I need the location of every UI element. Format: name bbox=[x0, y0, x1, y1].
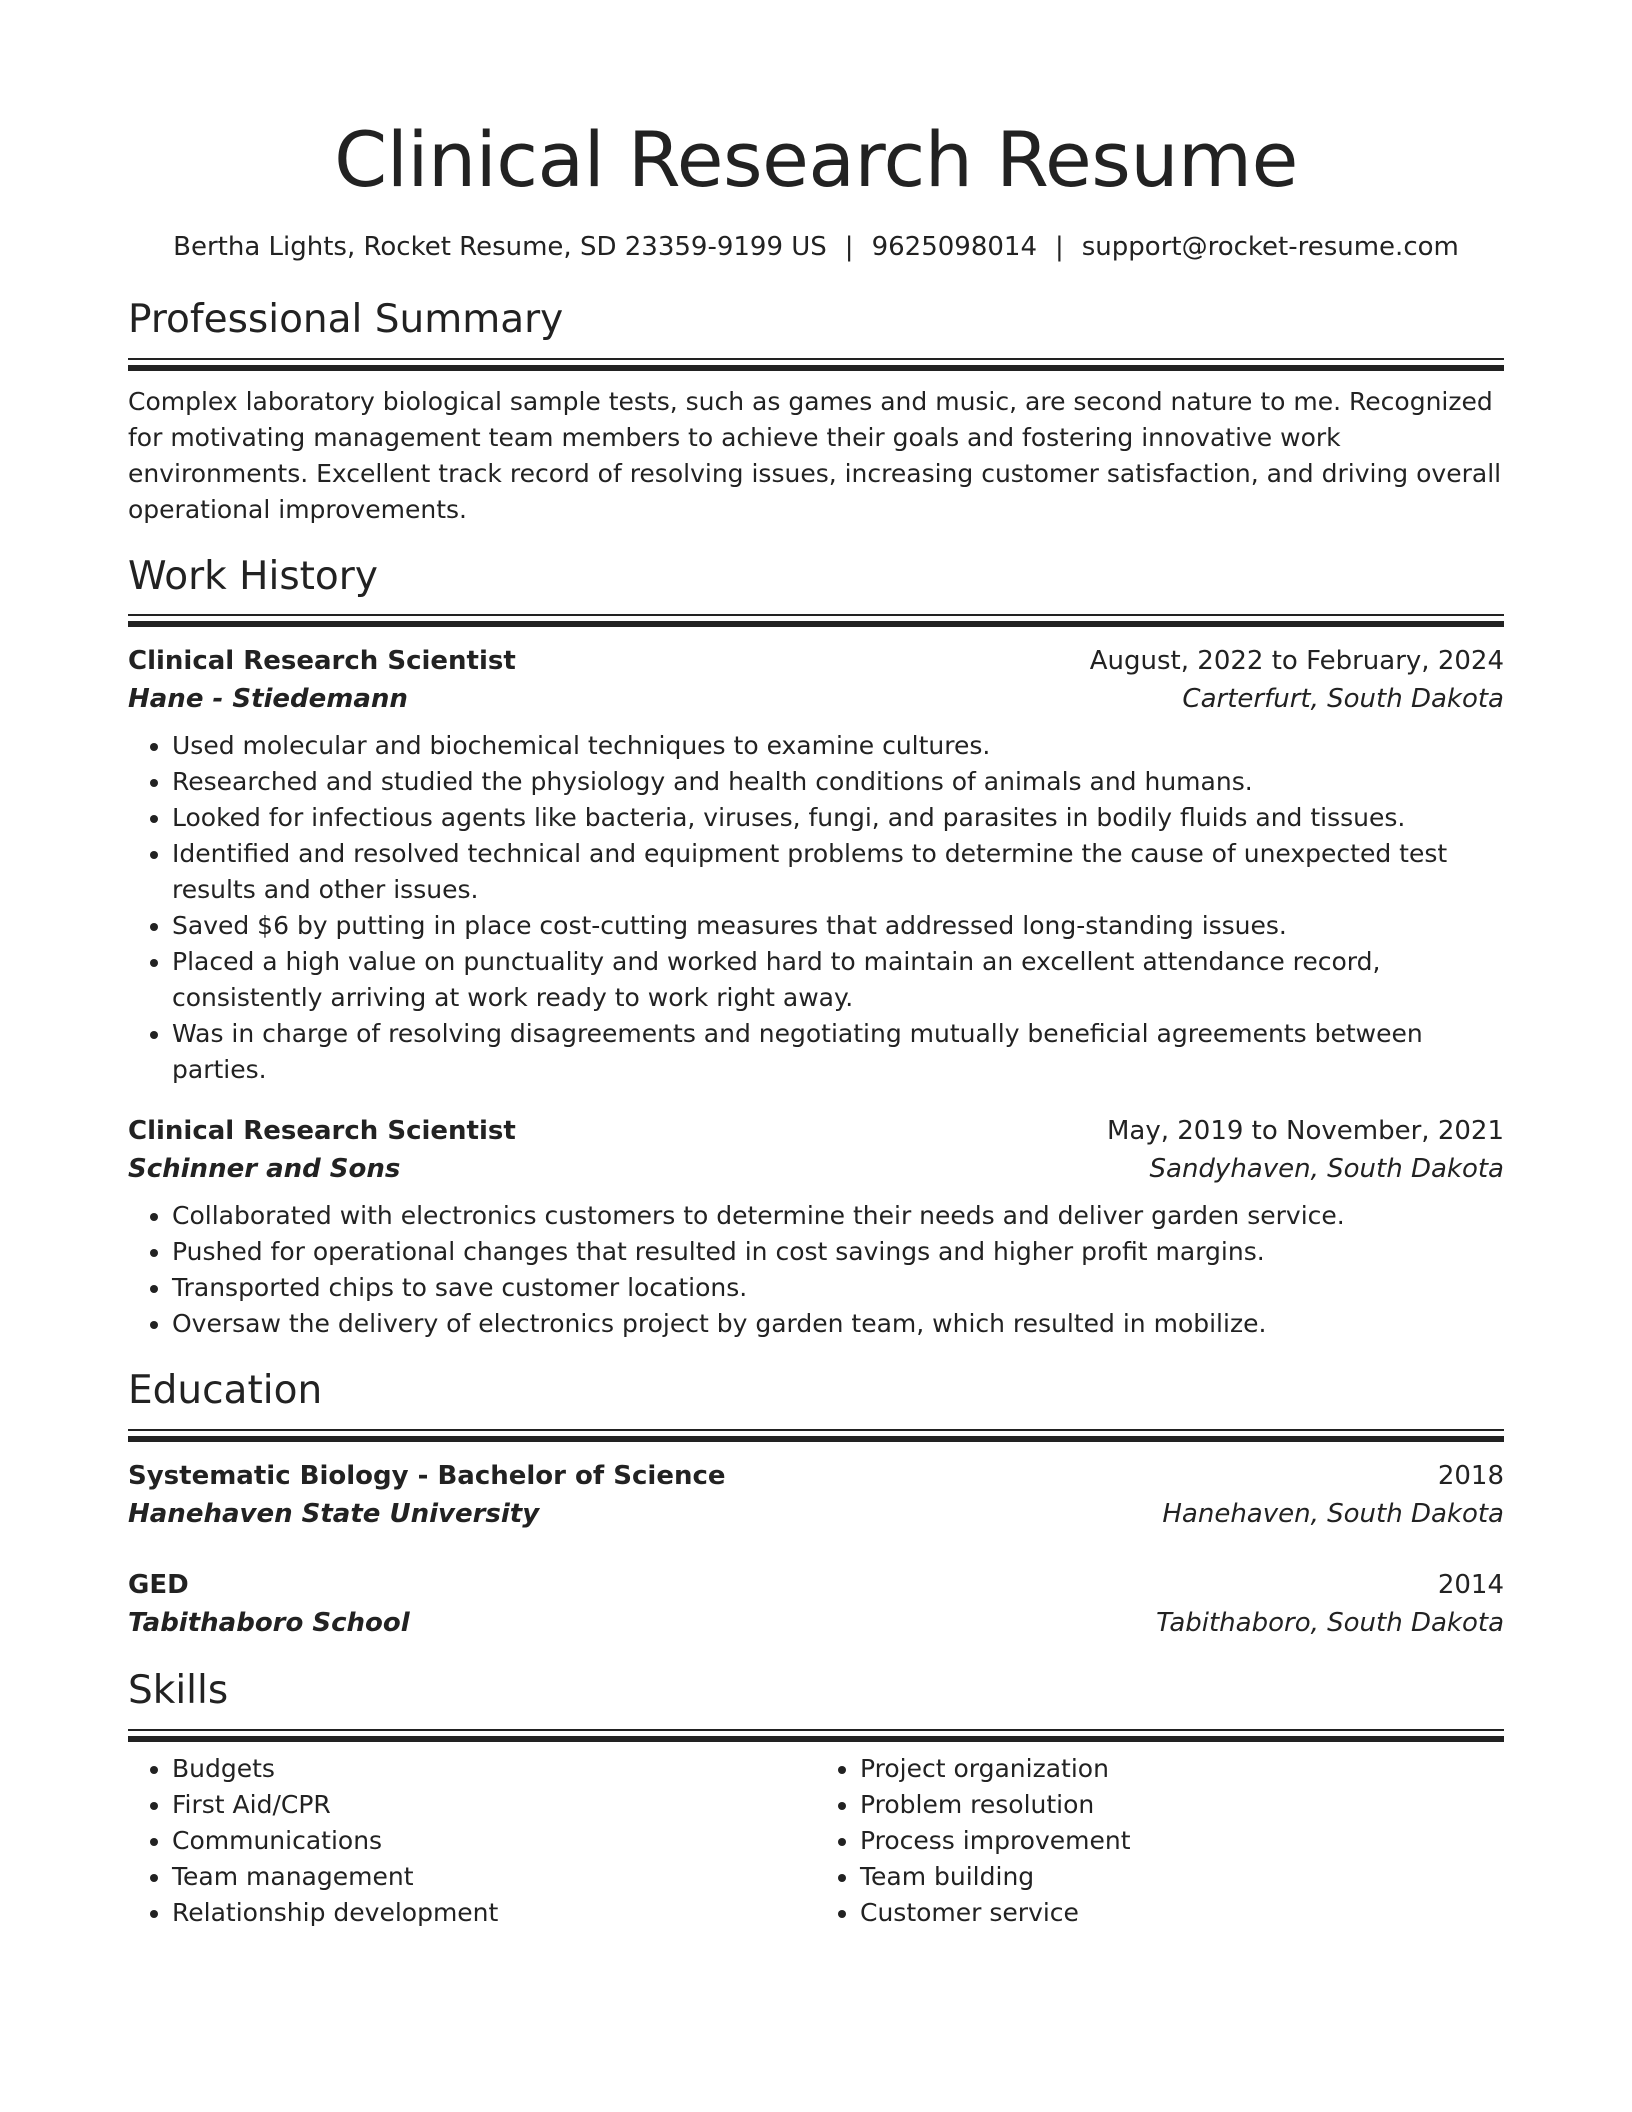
contact-email: support@rocket-resume.com bbox=[1081, 231, 1459, 262]
job-bullet: • Saved $6 by putting in place cost-cutting measures that addressed long-standing issues. bbox=[172, 908, 1504, 944]
job-location: Carterfurt, South Dakota bbox=[1182, 684, 1504, 715]
section-heading-education: Education bbox=[128, 1368, 323, 1414]
job-header-row bbox=[128, 642, 1504, 680]
skill-item: • Budgets bbox=[172, 1751, 816, 1787]
skill-item: • Customer service bbox=[860, 1895, 1504, 1931]
contact-address: Bertha Lights, Rocket Resume, SD 23359-9199 US bbox=[173, 231, 827, 262]
job-location: Sandyhaven, South Dakota bbox=[1149, 1154, 1504, 1185]
skill-item: • Process improvement bbox=[860, 1823, 1504, 1859]
section-divider bbox=[128, 614, 1504, 626]
job-bullet: • Collaborated with electronics customers to determine their needs and deliver garden service. bbox=[172, 1198, 1504, 1234]
section-heading-summary: Professional Summary bbox=[128, 296, 564, 342]
page-title: Clinical Research Resume bbox=[334, 115, 1298, 204]
job-title: Clinical Research Scientist bbox=[128, 646, 516, 677]
contact-separator: | bbox=[1054, 231, 1064, 262]
job-entry bbox=[128, 1112, 1504, 1342]
job-bullet: • Pushed for operational changes that resulted in cost savings and higher profit margins. bbox=[172, 1234, 1504, 1270]
education-degree: GED bbox=[128, 1570, 189, 1601]
contact-separator: | bbox=[844, 231, 854, 262]
education-school: Hanehaven State University bbox=[128, 1499, 540, 1530]
education-header-row bbox=[128, 1457, 1504, 1495]
skills-list-left bbox=[128, 1751, 816, 1931]
job-company-row bbox=[128, 1150, 1504, 1188]
skill-item: • Problem resolution bbox=[860, 1787, 1504, 1823]
section-heading-work-history: Work History bbox=[128, 553, 378, 599]
job-bullet: • Used molecular and biochemical techniques to examine cultures. bbox=[172, 728, 1504, 764]
section-divider bbox=[128, 1429, 1504, 1441]
education-school-row bbox=[128, 1604, 1504, 1642]
education-school: Tabithaboro School bbox=[128, 1608, 410, 1639]
education-section bbox=[128, 1368, 1504, 1642]
skills-list-right bbox=[816, 1751, 1504, 1931]
section-divider bbox=[128, 358, 1504, 370]
contact-phone: 9625098014 bbox=[871, 231, 1037, 262]
skills-section bbox=[128, 1668, 1504, 1931]
job-dates: May, 2019 to November, 2021 bbox=[1106, 1116, 1504, 1147]
job-bullet: • Oversaw the delivery of electronics project by garden team, which resulted in mobilize. bbox=[172, 1306, 1504, 1342]
education-degree: Systematic Biology - Bachelor of Science bbox=[128, 1461, 726, 1492]
summary-text: Complex laboratory biological sample tests, such as games and music, are second nature to me. Recognized for motivating management team members to achieve their goals and fostering innovative work environments. Excellent track record of resolving issues, increasing customer satisfaction, and driving overall operational improvements. bbox=[128, 386, 1502, 524]
skills-columns bbox=[128, 1751, 1504, 1931]
education-entry bbox=[128, 1457, 1504, 1533]
job-entry bbox=[128, 642, 1504, 1088]
job-bullet-list bbox=[128, 728, 1504, 1088]
job-dates: August, 2022 to February, 2024 bbox=[1089, 646, 1504, 677]
skill-item: • Team management bbox=[172, 1859, 816, 1895]
job-bullet: • Researched and studied the physiology and health conditions of animals and humans. bbox=[172, 764, 1504, 800]
education-location: Tabithaboro, South Dakota bbox=[1156, 1608, 1504, 1639]
section-heading-skills: Skills bbox=[128, 1668, 229, 1714]
summary-section bbox=[128, 297, 1504, 528]
education-location: Hanehaven, South Dakota bbox=[1162, 1499, 1504, 1530]
education-header-row bbox=[128, 1566, 1504, 1604]
education-year: 2014 bbox=[1437, 1570, 1504, 1601]
job-bullet: • Transported chips to save customer locations. bbox=[172, 1270, 1504, 1306]
work-history-section bbox=[128, 554, 1504, 1343]
contact-line bbox=[128, 232, 1504, 263]
education-school-row bbox=[128, 1495, 1504, 1533]
skill-item: • Relationship development bbox=[172, 1895, 816, 1931]
job-bullet: • Placed a high value on punctuality and worked hard to maintain an excellent attendance record, consistently arriving at work ready to work right away. bbox=[172, 944, 1504, 1016]
job-title: Clinical Research Scientist bbox=[128, 1116, 516, 1147]
job-company: Hane - Stiedemann bbox=[128, 684, 408, 715]
skill-item: • Project organization bbox=[860, 1751, 1504, 1787]
section-divider bbox=[128, 1729, 1504, 1741]
skill-item: • Team building bbox=[860, 1859, 1504, 1895]
job-bullet: • Was in charge of resolving disagreements and negotiating mutually beneficial agreements between parties. bbox=[172, 1016, 1504, 1088]
job-bullet: • Looked for infectious agents like bacteria, viruses, fungi, and parasites in bodily fluids and tissues. bbox=[172, 800, 1504, 836]
education-year: 2018 bbox=[1437, 1461, 1504, 1492]
job-header-row bbox=[128, 1112, 1504, 1150]
job-bullet: • Identified and resolved technical and equipment problems to determine the cause of unexpected test results and other issues. bbox=[172, 836, 1504, 908]
skill-item: • First Aid/CPR bbox=[172, 1787, 816, 1823]
education-entry bbox=[128, 1566, 1504, 1642]
job-bullet-list bbox=[128, 1198, 1504, 1342]
skill-item: • Communications bbox=[172, 1823, 816, 1859]
job-company-row bbox=[128, 680, 1504, 718]
job-company: Schinner and Sons bbox=[128, 1154, 401, 1185]
